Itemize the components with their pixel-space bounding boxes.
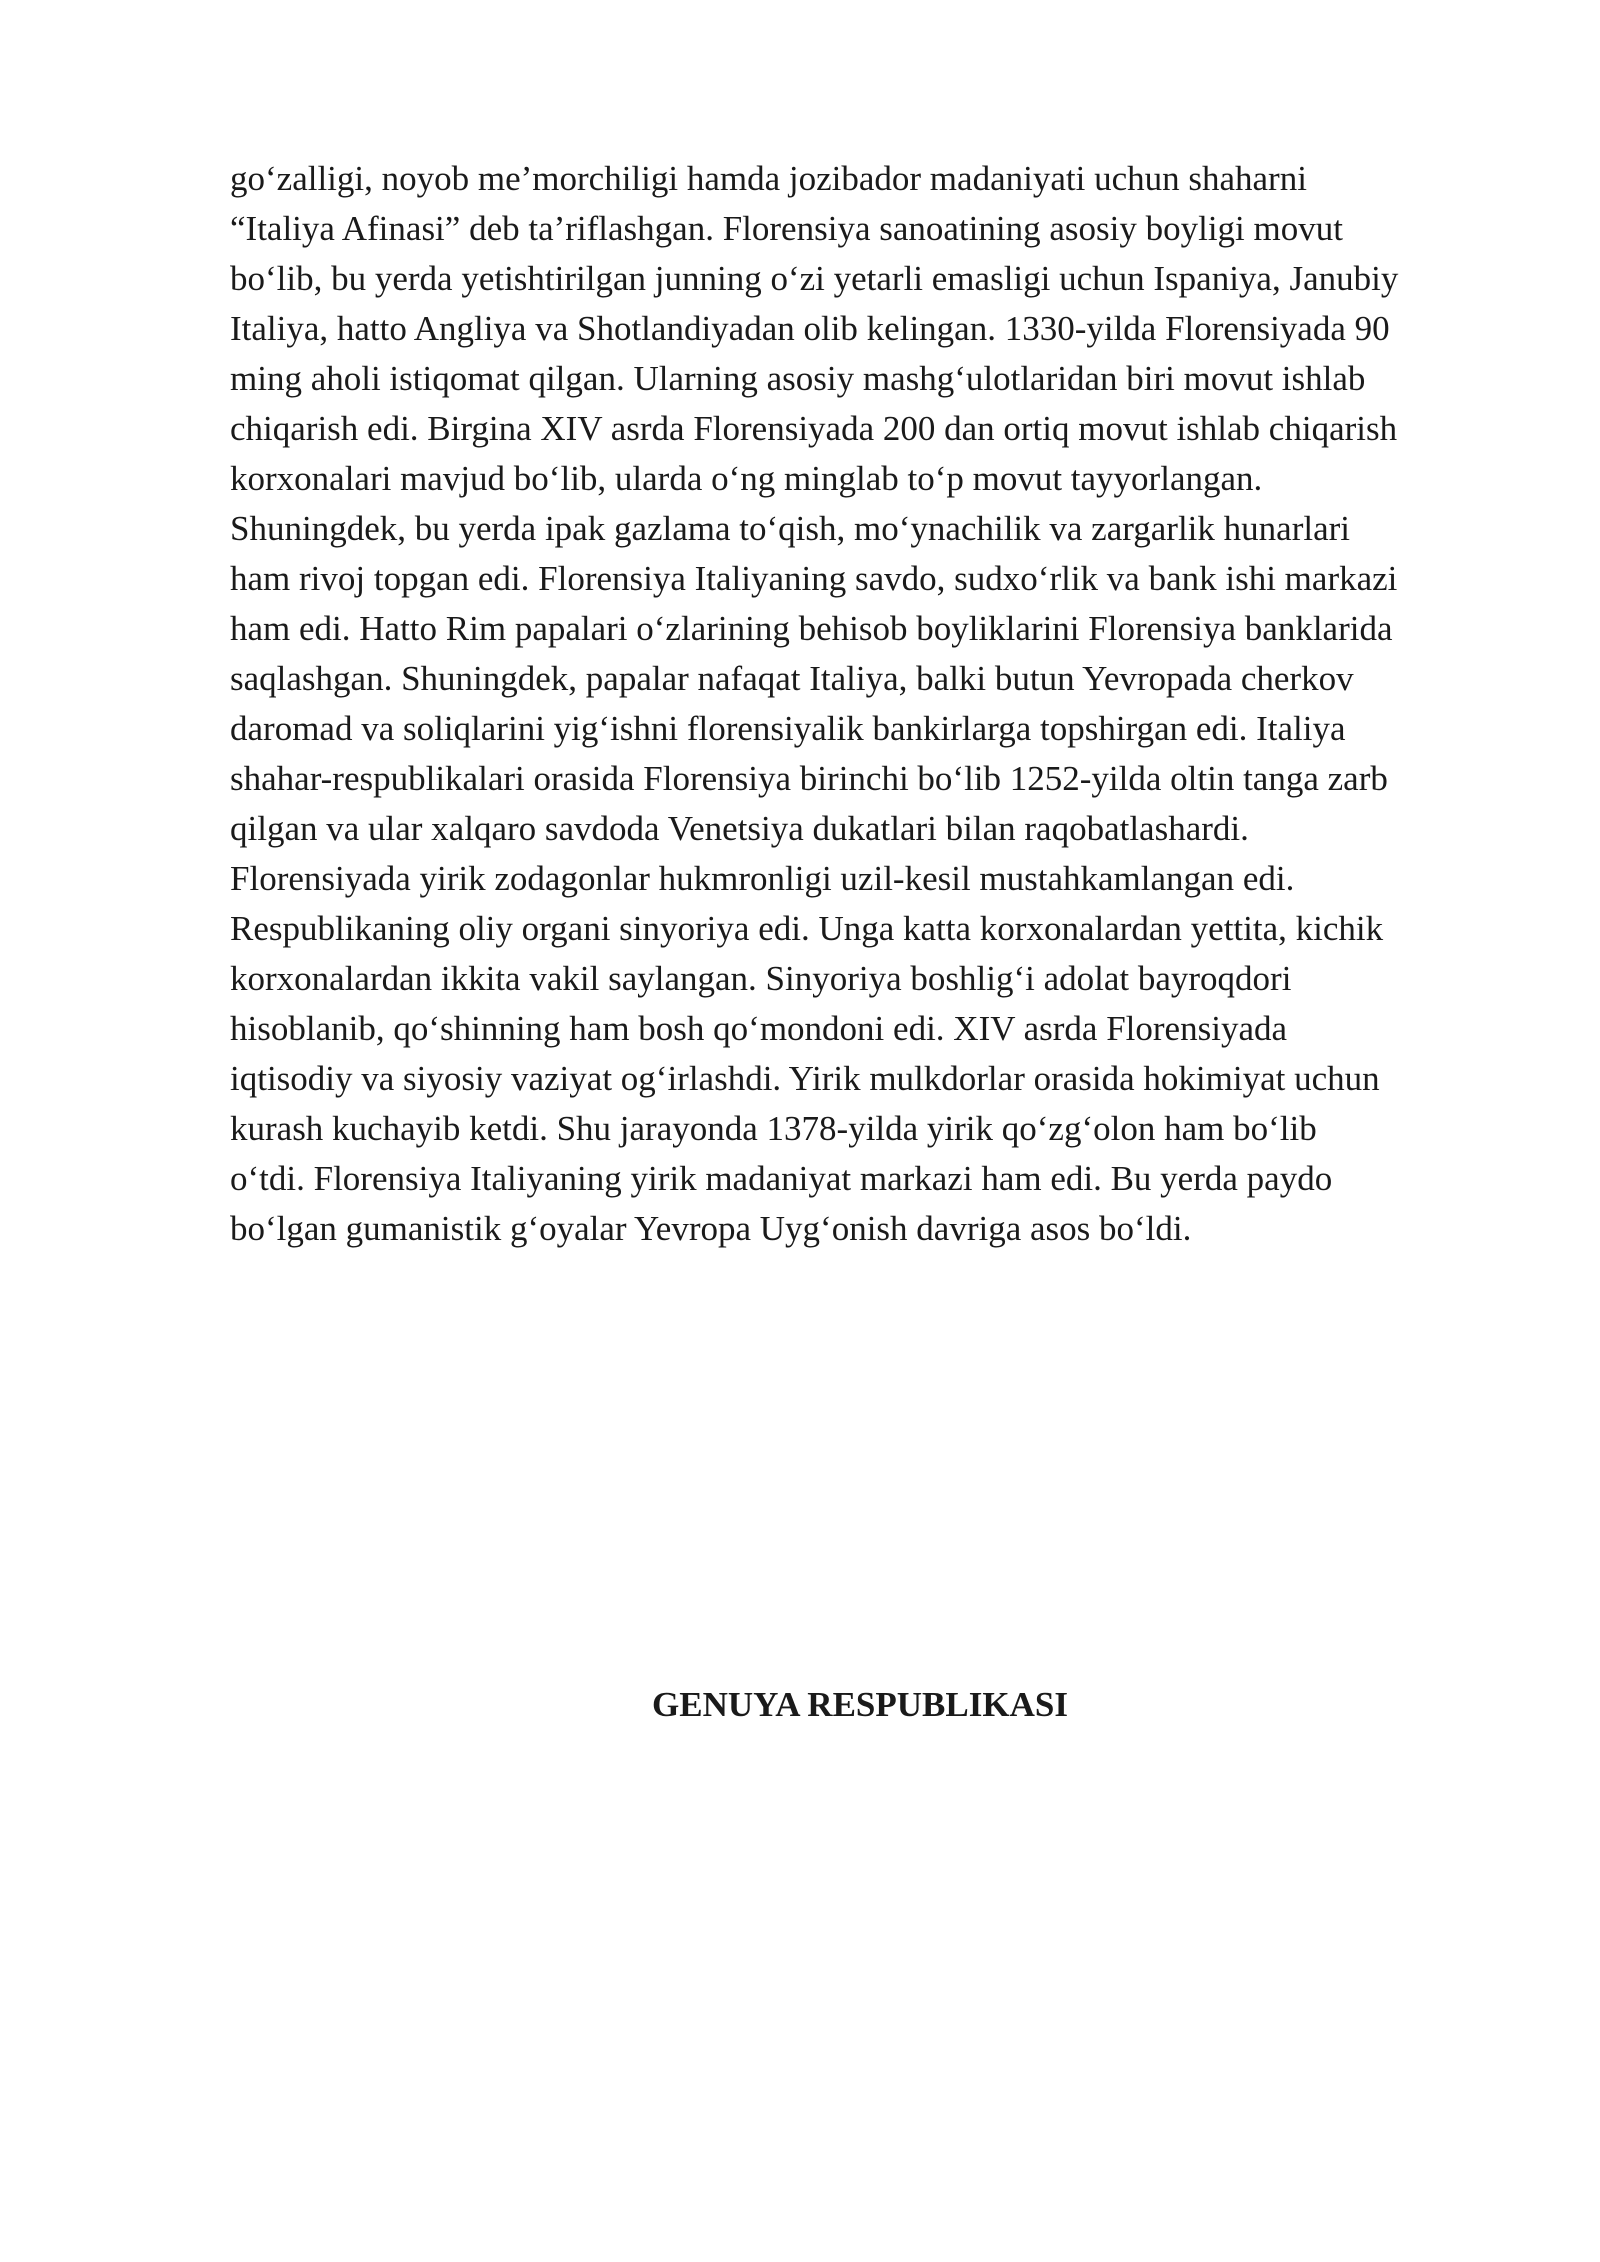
text-line: go‘zalligi, noyob me’morchiligi hamda jozibador madaniyati uchun shaharni bbox=[230, 159, 1307, 198]
text-line: Shuningdek, bu yerda ipak gazlama to‘qish, mo‘ynachilik va zargarlik hunarlari bbox=[230, 509, 1350, 548]
text-line: korxonalardan ikkita vakil saylangan. Sinyoriya boshlig‘i adolat bayroqdori bbox=[230, 959, 1292, 998]
body-paragraph bbox=[230, 154, 1530, 1254]
text-line: iqtisodiy va siyosiy vaziyat og‘irlashdi. Yirik mulkdorlar orasida hokimiyat uchun bbox=[230, 1059, 1380, 1098]
text-line: Respublikaning oliy organi sinyoriya edi. Unga katta korxonalardan yettita, kichik bbox=[230, 909, 1384, 948]
text-line: kurash kuchayib ketdi. Shu jarayonda 1378-yilda yirik qo‘zg‘olon ham bo‘lib bbox=[230, 1109, 1317, 1148]
text-line: bo‘lib, bu yerda yetishtirilgan junning o‘zi yetarli emasligi uchun Ispaniya, Janubiy bbox=[230, 259, 1399, 298]
text-line: ham edi. Hatto Rim papalari o‘zlarining behisob boyliklarini Florensiya banklarida bbox=[230, 609, 1393, 648]
text-line: Florensiyada yirik zodagonlar hukmronligi uzil-kesil mustahkamlangan edi. bbox=[230, 859, 1295, 898]
text-line: ham rivoj topgan edi. Florensiya Italiyaning savdo, sudxo‘rlik va bank ishi markazi bbox=[230, 559, 1398, 598]
text-line: korxonalari mavjud bo‘lib, ularda o‘ng minglab to‘p movut tayyorlangan. bbox=[230, 459, 1263, 498]
section-heading: GENUYA RESPUBLIKASI bbox=[652, 1685, 1068, 1724]
text-line: Italiya, hatto Angliya va Shotlandiyadan olib kelingan. 1330-yilda Florensiyada 90 bbox=[230, 309, 1390, 348]
text-line: ming aholi istiqomat qilgan. Ularning asosiy mashg‘ulotlaridan biri movut ishlab bbox=[230, 359, 1366, 398]
text-line: “Italiya Afinasi” deb ta’riflashgan. Florensiya sanoatining asosiy boyligi movut bbox=[230, 209, 1343, 248]
text-line: saqlashgan. Shuningdek, papalar nafaqat Italiya, balki butun Yevropada cherkov bbox=[230, 659, 1354, 698]
text-line: hisoblanib, qo‘shinning ham bosh qo‘mondoni edi. XIV asrda Florensiyada bbox=[230, 1009, 1288, 1048]
text-line: bo‘lgan gumanistik g‘oyalar Yevropa Uyg‘onish davriga asos bo‘ldi. bbox=[230, 1209, 1192, 1248]
text-line: o‘tdi. Florensiya Italiyaning yirik madaniyat markazi ham edi. Bu yerda paydo bbox=[230, 1159, 1333, 1198]
text-line: shahar-respublikalari orasida Florensiya birinchi bo‘lib 1252-yilda oltin tanga zarb bbox=[230, 759, 1388, 798]
text-line: daromad va soliqlarini yig‘ishni florensiyalik bankirlarga topshirgan edi. Italiya bbox=[230, 709, 1346, 748]
text-line: qilgan va ular xalqaro savdoda Venetsiya dukatlari bilan raqobatlashardi. bbox=[230, 809, 1249, 848]
text-line: chiqarish edi. Birgina XIV asrda Florensiyada 200 dan ortiq movut ishlab chiqarish bbox=[230, 409, 1398, 448]
